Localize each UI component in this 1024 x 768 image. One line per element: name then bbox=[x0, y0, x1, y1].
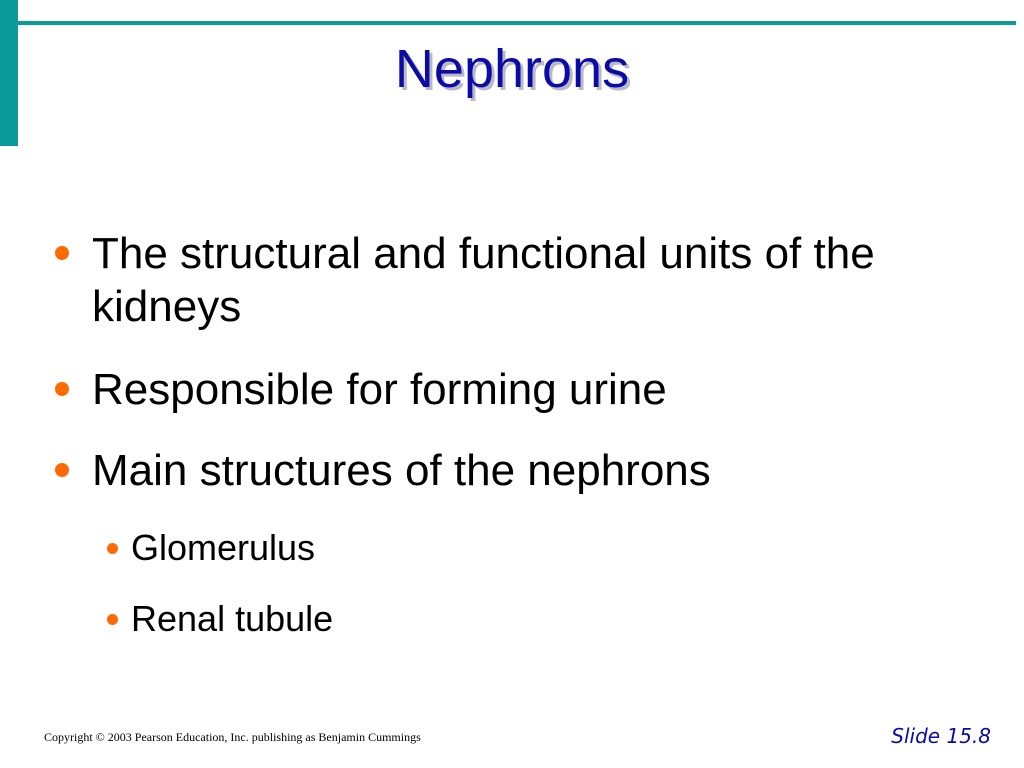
bullet-dot-icon bbox=[55, 463, 69, 477]
bullet-item bbox=[92, 444, 982, 497]
bullet-text: Responsible for forming urine bbox=[92, 365, 667, 414]
slide-number: Slide 15.8 bbox=[891, 724, 991, 748]
sub-bullet-item bbox=[131, 597, 931, 641]
slide-title: Nephrons bbox=[394, 39, 630, 99]
bullet-item bbox=[92, 363, 982, 416]
bullet-text: The structural and functional units of the kidneys bbox=[92, 229, 875, 331]
sub-bullet-dot-icon bbox=[107, 614, 118, 625]
sub-bullet-dot-icon bbox=[107, 543, 118, 554]
sub-bullet-text: Renal tubule bbox=[131, 598, 334, 639]
bullet-dot-icon bbox=[55, 382, 69, 396]
bullet-dot-icon bbox=[55, 246, 69, 260]
bullet-item bbox=[92, 227, 982, 333]
sub-bullet-item bbox=[131, 526, 931, 570]
bullet-text: Main structures of the nephrons bbox=[92, 446, 711, 495]
sub-bullet-text: Glomerulus bbox=[131, 527, 316, 568]
copyright-notice: Copyright © 2003 Pearson Education, Inc. publishing as Benjamin Cummings bbox=[44, 730, 421, 744]
